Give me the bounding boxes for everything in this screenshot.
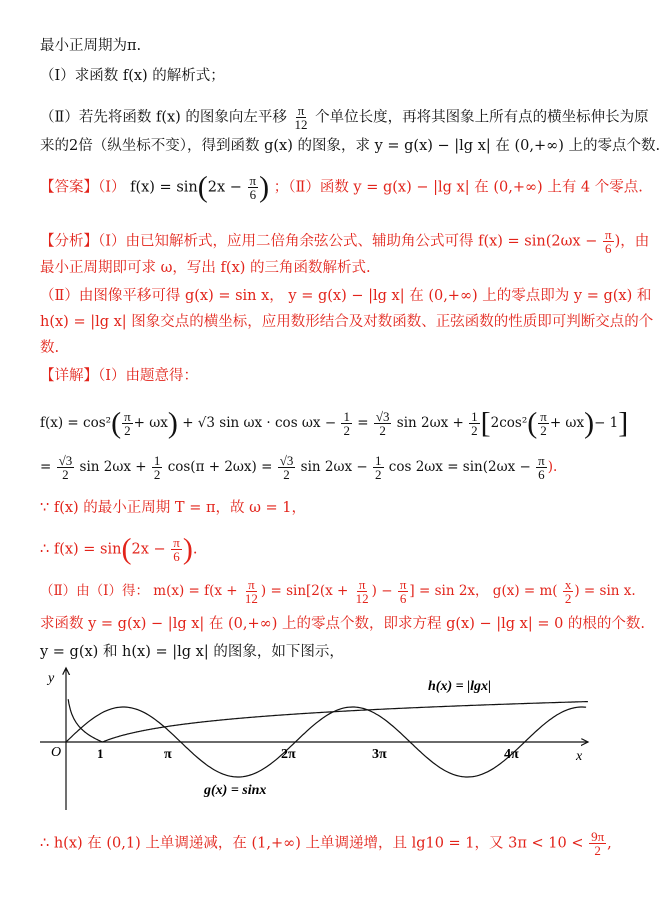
- analysis-line5: 数.: [40, 340, 60, 356]
- part2-solution-line3: y = g(x) 和 h(x) = |lg x| 的图象，如下图示，: [40, 644, 344, 660]
- x-axis-label: x: [576, 749, 583, 764]
- part2-question-line2: 来的2倍（纵坐标不变），得到函数 g(x) 的图象，求 y = g(x) − |lg x| 在 (0,+∞) 上的零点个数.: [40, 138, 660, 154]
- part2-question-line1: （Ⅱ）若先将函数 f(x) 的图象向左平移 $\frac{\pi}{12}$ 个单位长度，再将其图象上所有点的横坐标伸长为原: [40, 103, 649, 132]
- tick-label-2pi: 2π: [281, 747, 296, 762]
- fraction-pi-6: $\frac{\pi}{6}$: [249, 173, 257, 202]
- origin-label: O: [51, 745, 62, 760]
- tick-label-4pi: 4π: [504, 747, 519, 762]
- conclusion-line: ∴ h(x) 在 (0,1) 上单调递减，在 (1,+∞) 上单调递增，且 lg10 = 1，又 3π < 10 < $\frac{9\pi}{2}$ ,: [40, 829, 612, 858]
- analysis-line2: 最小正周期即可求 ω，写出 f(x) 的三角函数解析式.: [40, 260, 371, 276]
- function-graph: [0, 660, 642, 818]
- part1-question: （Ⅰ）求函数 f(x) 的解析式；: [40, 68, 225, 84]
- equation-line2: = $\frac{√3}{2}$ sin 2ωx + $\frac{1}{2}$ cos(π + 2ωx) = $\frac{√3}{2}$ sin 2ωx − $\frac{1}{2}$ cos 2ωx = sin(2ωx − $\frac{\pi}{6}$ ).: [40, 453, 558, 482]
- equation-line1: f(x) = cos²( $\frac{\pi}{2}$ + ωx) + √3 sin ωx · cos ωx − $\frac{1}{2}$ = $\frac{√3}{2}$ sin 2ωx + $\frac{1}{2}$ [2cos²( $\frac{\pi}{2}$ + ωx)− 1]: [40, 406, 629, 440]
- part2-solution-line2: 求函数 y = g(x) − |lg x| 在 (0,+∞) 上的零点个数，即求方程 g(x) − |lg x| = 0 的根的个数.: [40, 616, 646, 632]
- h-curve: [68, 699, 588, 742]
- tick-label-1: 1: [97, 746, 104, 761]
- detail-heading: 【详解】（Ⅰ）由题意得：: [40, 368, 198, 384]
- analysis-line1: 【分析】（Ⅰ）由已知解析式，应用二倍角余弦公式、辅助角公式可得 f(x) = sin(2ωx − $\frac{\pi}{6}$ )，由: [40, 227, 650, 256]
- answer-line: 【答案】（Ⅰ） f(x) = sin(2x − $\frac{\pi}{6}$ ) ；（Ⅱ）函数 y = g(x) − |lg x| 在 (0,+∞) 上有 4 个零点.: [40, 170, 643, 204]
- g-curve-label: g(x) = sinx: [204, 783, 267, 798]
- fraction-pi-6: $\frac{\pi}{6}$: [604, 227, 612, 256]
- analysis-line3: （Ⅱ）由图像平移可得 g(x) = sin x， y = g(x) − |lg x| 在 (0,+∞) 上的零点即为 y = g(x) 和: [40, 288, 652, 304]
- tick-label-pi: π: [164, 747, 172, 762]
- analysis-line4: h(x) = |lg x| 图象交点的横坐标，应用数形结合及对数函数、正弦函数的性质即可判断交点的个: [40, 314, 654, 330]
- tick-label-3pi: 3π: [372, 747, 387, 762]
- y-axis-label: y: [48, 671, 55, 686]
- line-min-period: 最小正周期为π.: [40, 38, 142, 54]
- fraction-pi-12: $\frac{\pi}{12}$: [294, 103, 308, 132]
- because-line: ∵ f(x) 的最小正周期 T = π，故 ω = 1，: [40, 500, 307, 516]
- therefore-line: ∴ f(x) = sin(2x − $\frac{\pi}{6}$ ).: [40, 532, 198, 566]
- part2-solution-line1: （Ⅱ）由（Ⅰ）得： m(x) = f(x + $\frac{\pi}{12}$ ) = sin[2(x + $\frac{\pi}{12}$ ) − $\frac{\pi}{6}$ ] = sin 2x， g(x) = m( $\frac{x}{2}$ ) = sin x.: [40, 577, 636, 606]
- h-curve-label: h(x) = |lgx|: [428, 679, 492, 694]
